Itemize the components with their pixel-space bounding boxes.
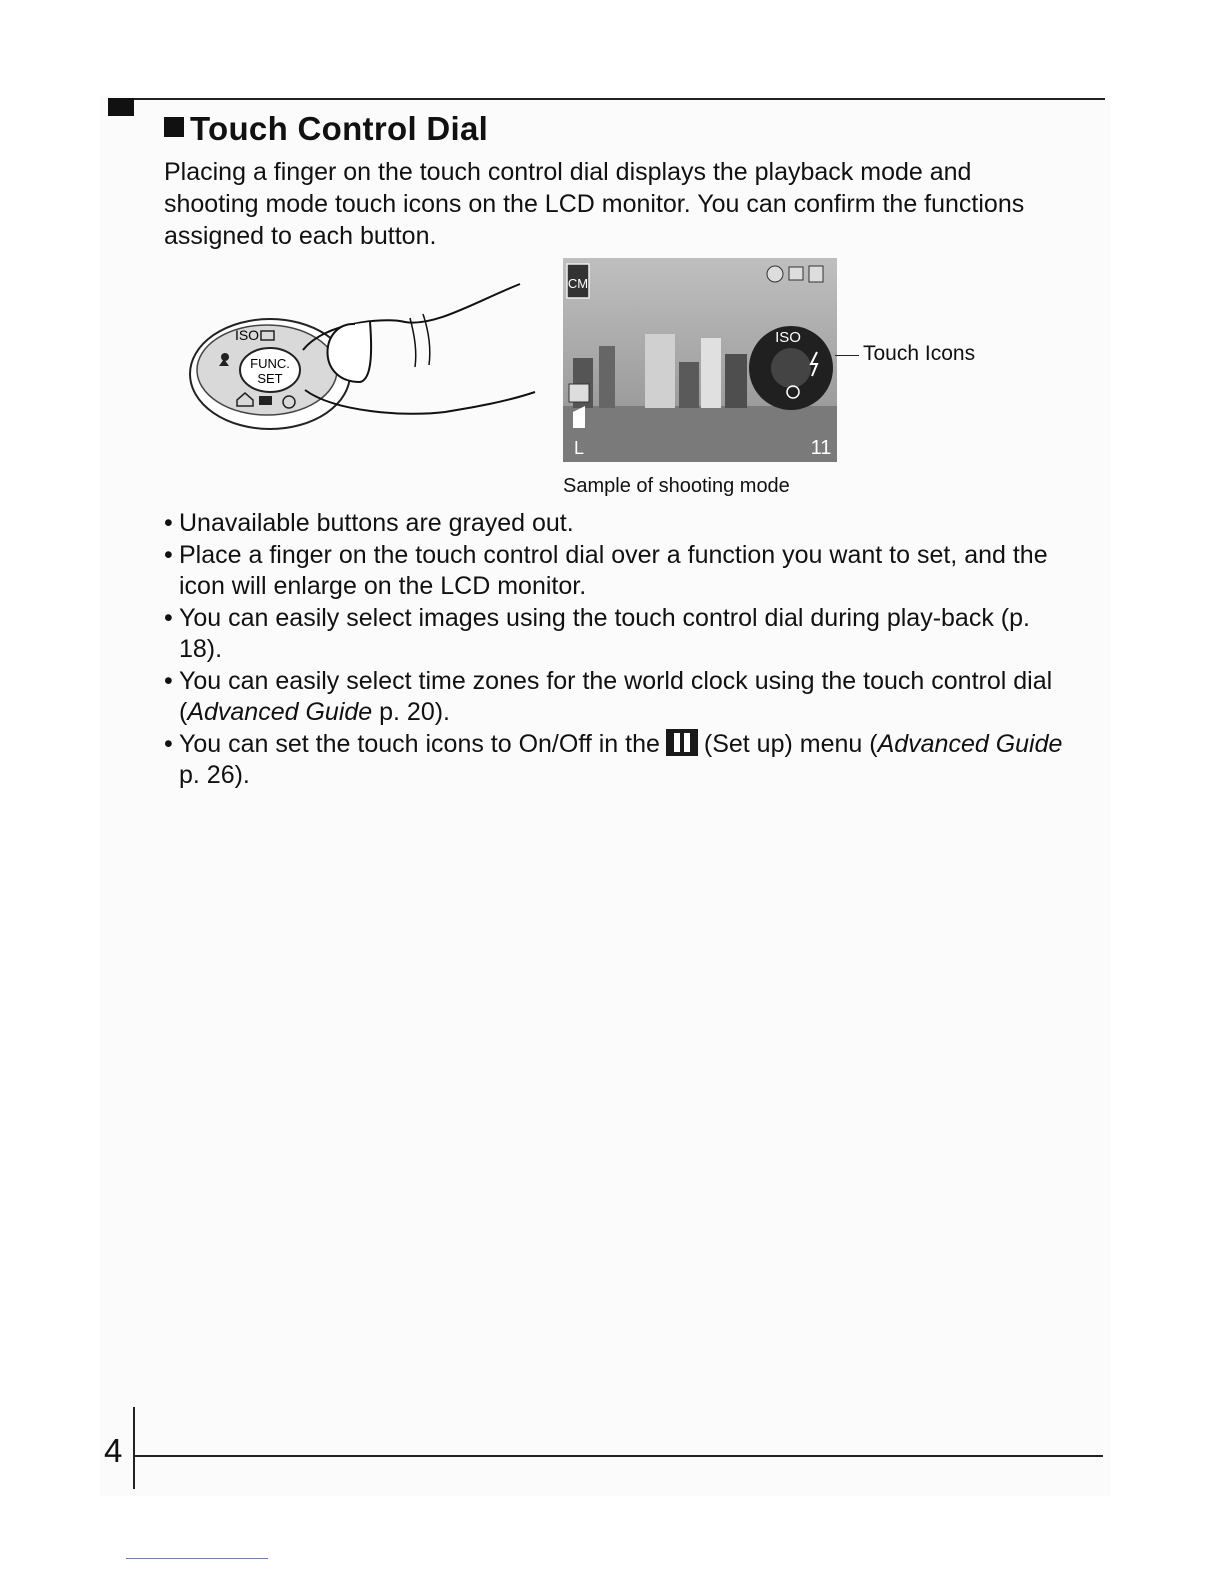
lcd-shooting-mode-sample: [563, 258, 837, 462]
finger-crease-1: [410, 318, 416, 367]
mode-label: CM: [567, 276, 589, 291]
continuous-shot-icon: [259, 396, 272, 405]
top-rule: [110, 98, 1105, 100]
note-text: Place a finger on the touch control dial over a function you want to set, and the icon will enlarge on the LCD monitor.: [179, 540, 1048, 600]
section-title: [164, 110, 488, 148]
face-detect-icon: [767, 266, 783, 282]
building: [679, 362, 699, 408]
section-title-text: Touch Control Dial: [190, 110, 489, 147]
bullet-square-icon: [164, 117, 184, 137]
list-item: [164, 540, 1064, 603]
list-item: [164, 508, 1064, 540]
touch-dial-illustration: [185, 262, 545, 442]
building: [645, 334, 675, 408]
footer-rule: [133, 1455, 1103, 1457]
set-label: SET: [257, 371, 283, 386]
note-text: You can easily select time zones for the world clock using the touch control dial (: [179, 666, 1053, 726]
note-text: You can set the touch icons to On/Off in the: [179, 729, 660, 758]
guide-reference: Advanced Guide: [187, 698, 373, 726]
guide-reference: Advanced Guide: [877, 729, 1063, 758]
iso-touch-icon: ISO: [775, 329, 801, 346]
callout-leader-line: [835, 355, 859, 356]
iso-label: ISO: [234, 327, 260, 343]
list-item: [164, 603, 1064, 666]
note-text: Unavailable buttons are grayed out.: [179, 509, 574, 537]
page-reference: p. 20).: [372, 698, 451, 726]
list-item: [164, 729, 1064, 792]
notes-list: [164, 508, 1064, 792]
list-item: [164, 666, 1064, 729]
func-label: FUNC.: [250, 356, 290, 371]
building: [725, 354, 747, 408]
section-tab-marker: [108, 98, 134, 116]
figure-caption: Sample of shooting mode: [563, 475, 790, 497]
touch-icons-callout: Touch Icons: [863, 342, 976, 365]
macro-icon: [221, 353, 229, 361]
page-number: 4: [104, 1432, 123, 1469]
lock-icon: [809, 266, 823, 282]
metering-icon: [789, 267, 803, 280]
page-reference: p. 26).: [179, 761, 250, 789]
note-text: (Set up) menu (: [703, 729, 878, 758]
touch-icons-center: [771, 348, 811, 388]
metering-mode-icon: [569, 384, 589, 402]
building: [701, 338, 721, 408]
building: [599, 346, 615, 408]
setup-menu-icon: [666, 729, 698, 756]
image-size-label: L: [573, 438, 585, 458]
footer-vertical-rule: [133, 1407, 135, 1489]
intro-paragraph: Placing a finger on the touch control dial displays the playback mode and shooting mode touch icons on the LCD monitor. You can confirm the functions assigned to each button.: [164, 158, 1025, 250]
footer-link-underline: [126, 1558, 268, 1559]
shots-remaining-label: 11: [810, 437, 832, 459]
lcd-water: [563, 406, 837, 462]
note-text: You can easily select images using the touch control dial during play-back (p. 18).: [179, 603, 1030, 663]
